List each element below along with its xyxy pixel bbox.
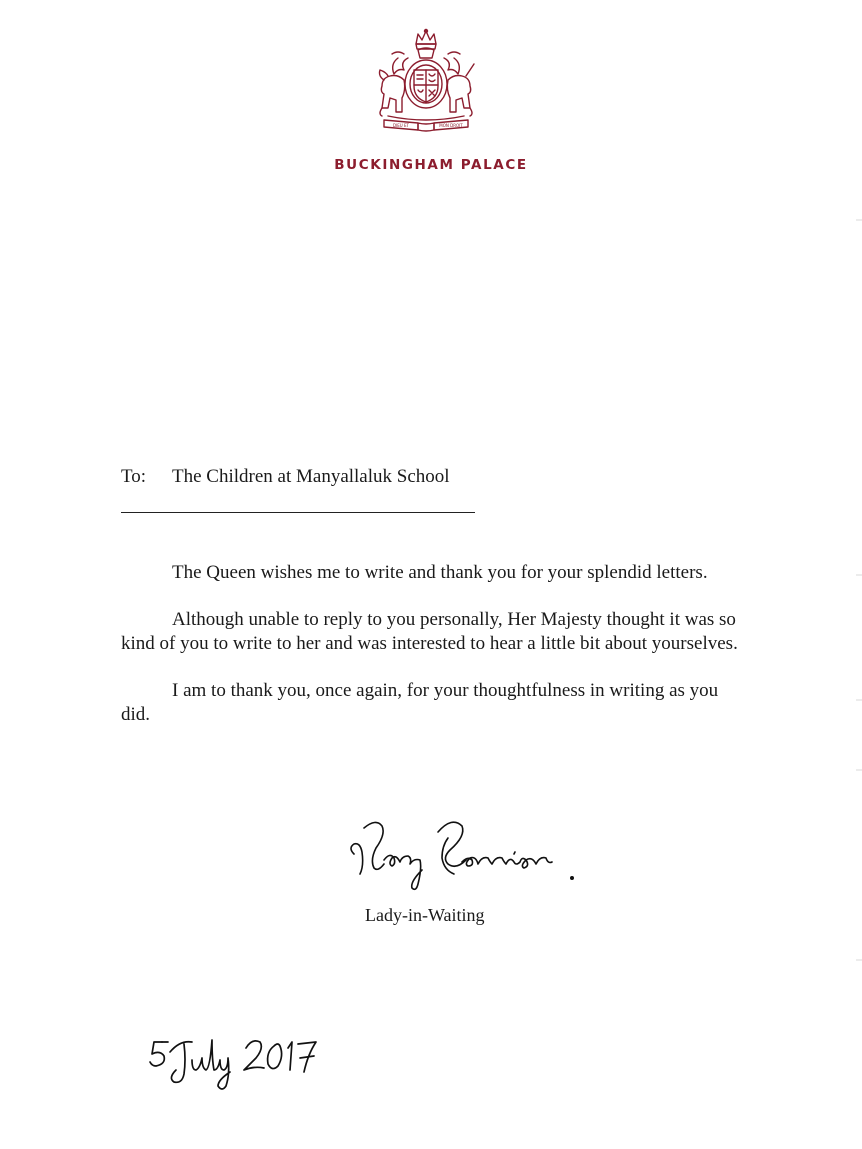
body-paragraph: The Queen wishes me to write and thank you for your splendid letters. bbox=[172, 562, 708, 583]
address-label: To: bbox=[121, 466, 147, 487]
letter-body bbox=[121, 561, 741, 750]
crest-motto-left: DIEU ET bbox=[393, 123, 409, 128]
address-line bbox=[121, 466, 450, 488]
handwritten-date bbox=[148, 1030, 323, 1092]
scan-edge-marks bbox=[854, 0, 862, 1149]
signatory-title: Lady-in-Waiting bbox=[365, 905, 485, 925]
handwritten-signature bbox=[346, 808, 586, 898]
body-paragraph: I am to thank you, once again, for your thoughtfulness in writing as you did. bbox=[121, 680, 719, 725]
letterhead-sender: BUCKINGHAM PALACE bbox=[334, 157, 528, 173]
body-paragraph: Although unable to reply to you personally, Her Majesty thought it was so kind of you to write to her and was interested to hear a little bit about yourselves. bbox=[121, 609, 738, 654]
crest-motto-right: MON DROIT bbox=[439, 123, 463, 128]
royal-coat-of-arms-icon bbox=[368, 28, 484, 136]
recipient-name: The Children at Manyallaluk School bbox=[172, 466, 450, 487]
address-underline bbox=[121, 512, 475, 513]
